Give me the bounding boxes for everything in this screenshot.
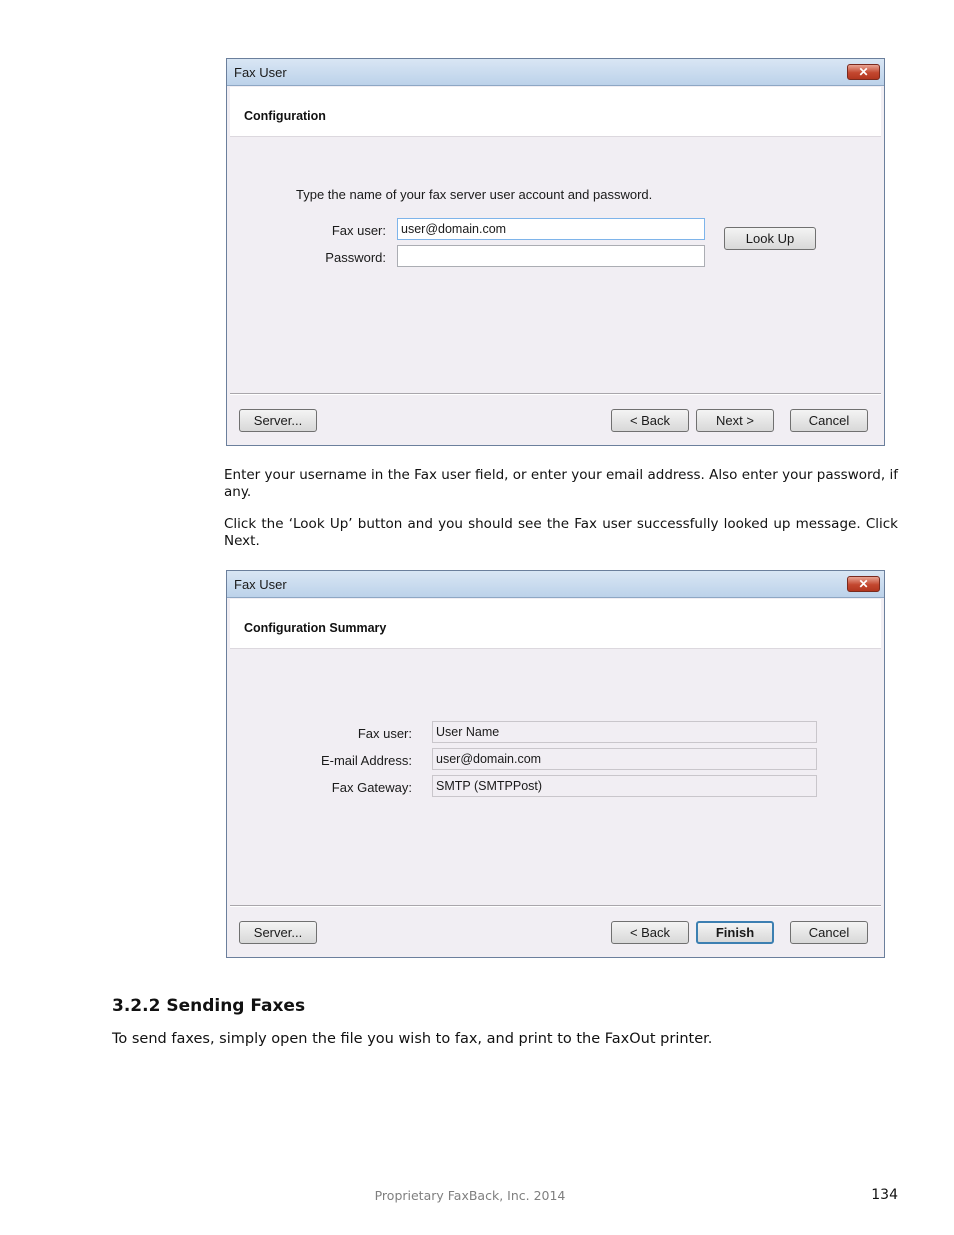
fax-user-field: User Name <box>432 721 817 743</box>
server-button[interactable]: Server... <box>239 921 317 944</box>
fax-user-summary-dialog <box>226 570 885 958</box>
finish-button[interactable]: Finish <box>696 921 774 944</box>
header-title: Configuration <box>244 109 326 123</box>
password-label: Password: <box>325 250 386 265</box>
dialog-body <box>230 649 881 905</box>
instruction-text: Type the name of your fax server user account and password. <box>296 187 653 202</box>
instruction-paragraph-2: Click the ‘Look Up’ button and you should see the Fax user successfully looked up message. Click Next. <box>224 516 898 549</box>
back-button[interactable]: < Back <box>611 409 689 432</box>
email-address-field: user@domain.com <box>432 748 817 770</box>
dialog-header <box>230 87 881 137</box>
footer-divider <box>230 393 881 395</box>
password-input[interactable] <box>397 245 705 267</box>
cancel-button[interactable]: Cancel <box>790 409 868 432</box>
section-text: To send faxes, simply open the file you wish to fax, and print to the FaxOut printer. <box>112 1031 713 1047</box>
dialog-header <box>230 599 881 649</box>
close-icon[interactable]: ✕ <box>847 576 880 592</box>
server-button[interactable]: Server... <box>239 409 317 432</box>
fax-user-config-dialog <box>226 58 885 446</box>
dialog-titlebar <box>227 59 884 86</box>
instruction-paragraph-1: Enter your username in the Fax user field, or enter your email address. Also enter your password, if any. <box>224 467 898 500</box>
fax-user-input[interactable]: user@domain.com <box>397 218 705 240</box>
page-number: 134 <box>871 1187 898 1203</box>
fax-gateway-field: SMTP (SMTPPost) <box>432 775 817 797</box>
dialog-titlebar <box>227 571 884 598</box>
section-heading: 3.2.2 Sending Faxes <box>112 996 306 1016</box>
next-button[interactable]: Next > <box>696 409 774 432</box>
dialog-title: Fax User <box>234 65 287 80</box>
fax-user-label: Fax user: <box>331 223 386 238</box>
header-title: Configuration Summary <box>244 621 387 635</box>
email-address-label: E-mail Address: <box>320 753 412 768</box>
back-button[interactable]: < Back <box>611 921 689 944</box>
fax-gateway-label: Fax Gateway: <box>331 780 412 795</box>
page-footer: Proprietary FaxBack, Inc. 2014 <box>374 1188 566 1203</box>
dialog-title: Fax User <box>234 577 287 592</box>
cancel-button[interactable]: Cancel <box>790 921 868 944</box>
dialog-body <box>230 137 881 393</box>
fax-user-label: Fax user: <box>357 726 412 741</box>
look-up-button[interactable]: Look Up <box>724 227 816 250</box>
footer-divider <box>230 905 881 907</box>
close-icon[interactable]: ✕ <box>847 64 880 80</box>
